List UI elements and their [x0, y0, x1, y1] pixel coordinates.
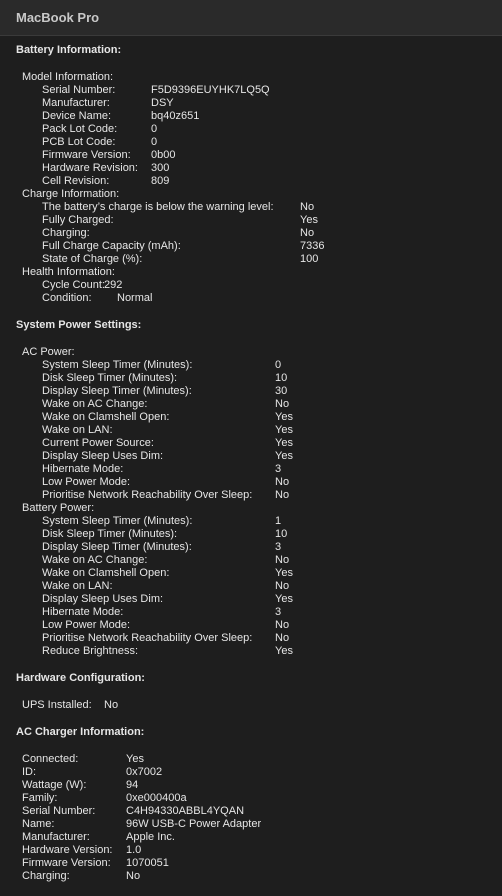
row-value: 30 — [275, 385, 288, 397]
row-value: No — [300, 201, 315, 213]
row-value: No — [275, 632, 290, 644]
row-value: No — [300, 227, 315, 239]
row-label: Display Sleep Timer (Minutes): — [42, 385, 192, 397]
row-label: Display Sleep Uses Dim: — [42, 450, 164, 462]
row-value: 100 — [300, 253, 319, 265]
row-label: Display Sleep Uses Dim: — [42, 593, 164, 605]
row-value: C4H94330ABBL4YQAN — [126, 805, 245, 817]
row-value: 3 — [275, 606, 282, 618]
row-value: 1 — [275, 515, 282, 527]
row-label: System Sleep Timer (Minutes): — [42, 359, 193, 371]
row-value: 94 — [126, 779, 139, 791]
row-value: 809 — [151, 175, 170, 187]
row-label: Full Charge Capacity (mAh): — [42, 240, 181, 252]
ups-installed-value: No — [104, 699, 119, 711]
row-value: Normal — [117, 292, 153, 304]
row-label: ID: — [22, 766, 37, 778]
row-label: Wake on Clamshell Open: — [42, 411, 170, 423]
row-label: Wake on AC Change: — [42, 398, 148, 410]
row-label: Hibernate Mode: — [42, 463, 124, 475]
row-label: Prioritise Network Reachability Over Sleep: — [42, 489, 253, 501]
row-label: Fully Charged: — [42, 214, 114, 226]
ups-installed-label: UPS Installed: — [22, 699, 92, 711]
row-label: The battery’s charge is below the warning level: — [42, 201, 274, 213]
health-information-heading: Health Information: — [22, 266, 115, 278]
row-label: Wake on AC Change: — [42, 554, 148, 566]
row-value: Yes — [126, 753, 144, 765]
row-value: 0 — [151, 123, 158, 135]
row-value: Yes — [275, 450, 293, 462]
row-value: Yes — [275, 645, 293, 657]
ac-charger-information-heading: AC Charger Information: — [16, 726, 145, 738]
ac-power-heading: AC Power: — [22, 346, 75, 358]
row-label: Disk Sleep Timer (Minutes): — [42, 528, 178, 540]
row-label: Firmware Version: — [22, 857, 111, 869]
window-title: MacBook Pro — [0, 0, 502, 36]
row-label: Reduce Brightness: — [42, 645, 138, 657]
row-label: Hardware Version: — [22, 844, 113, 856]
row-label: Serial Number: — [22, 805, 96, 817]
row-label: Display Sleep Timer (Minutes): — [42, 541, 192, 553]
row-label: State of Charge (%): — [42, 253, 143, 265]
row-value: 0b00 — [151, 149, 176, 161]
row-label: Manufacturer: — [42, 97, 110, 109]
row-value: Apple Inc. — [126, 831, 175, 843]
row-label: Cell Revision: — [42, 175, 110, 187]
row-value: 10 — [275, 528, 288, 540]
row-label: Low Power Mode: — [42, 619, 131, 631]
battery-information-heading: Battery Information: — [16, 44, 122, 56]
row-label: Connected: — [22, 753, 79, 765]
row-value: No — [126, 870, 141, 882]
row-label: Firmware Version: — [42, 149, 131, 161]
row-value: No — [275, 398, 290, 410]
row-value: 0 — [275, 359, 282, 371]
row-value: 0xe000400a — [126, 792, 187, 804]
row-value: 292 — [104, 279, 123, 291]
row-value: 300 — [151, 162, 170, 174]
row-label: Hibernate Mode: — [42, 606, 124, 618]
row-value: Yes — [275, 593, 293, 605]
row-value: No — [275, 489, 290, 501]
row-label: Condition: — [42, 292, 92, 304]
row-label: Name: — [22, 818, 55, 830]
row-label: Wake on Clamshell Open: — [42, 567, 170, 579]
row-label: Pack Lot Code: — [42, 123, 118, 135]
row-label: System Sleep Timer (Minutes): — [42, 515, 193, 527]
row-label: Cycle Count: — [42, 279, 105, 291]
row-value: 0x7002 — [126, 766, 163, 778]
row-value: No — [275, 580, 290, 592]
row-value: 7336 — [300, 240, 325, 252]
row-label: Wattage (W): — [22, 779, 87, 791]
row-label: Prioritise Network Reachability Over Sleep: — [42, 632, 253, 644]
row-value: No — [275, 619, 290, 631]
row-value: Yes — [275, 411, 293, 423]
row-value: 96W USB-C Power Adapter — [126, 818, 262, 830]
row-value: Yes — [275, 567, 293, 579]
row-value: bq40z651 — [151, 110, 200, 122]
battery-power-heading: Battery Power: — [22, 502, 95, 514]
model-information-heading: Model Information: — [22, 71, 114, 83]
row-label: Serial Number: — [42, 84, 116, 96]
row-label: Wake on LAN: — [42, 580, 113, 592]
hardware-configuration-heading: Hardware Configuration: — [16, 672, 145, 684]
row-label: Low Power Mode: — [42, 476, 131, 488]
row-value: 10 — [275, 372, 288, 384]
row-value: 1070051 — [126, 857, 169, 869]
row-label: Family: — [22, 792, 58, 804]
row-value: No — [275, 476, 290, 488]
row-value: 0 — [151, 136, 158, 148]
charge-information-heading: Charge Information: — [22, 188, 120, 200]
row-value: Yes — [275, 424, 293, 436]
row-value: DSY — [151, 97, 174, 109]
row-value: 3 — [275, 463, 282, 475]
row-label: Hardware Revision: — [42, 162, 138, 174]
row-label: PCB Lot Code: — [42, 136, 116, 148]
row-value: F5D9396EUYHK7LQ5Q — [151, 84, 270, 96]
row-label: Manufacturer: — [22, 831, 90, 843]
row-value: Yes — [300, 214, 318, 226]
row-value: No — [275, 554, 290, 566]
row-value: Yes — [275, 437, 293, 449]
row-label: Charging: — [42, 227, 90, 239]
report-content — [0, 36, 502, 896]
system-power-settings-heading: System Power Settings: — [16, 319, 142, 331]
row-value: 1.0 — [126, 844, 142, 856]
row-label: Wake on LAN: — [42, 424, 113, 436]
row-value: 3 — [275, 541, 282, 553]
row-label: Charging: — [22, 870, 70, 882]
row-label: Disk Sleep Timer (Minutes): — [42, 372, 178, 384]
row-label: Device Name: — [42, 110, 112, 122]
row-label: Current Power Source: — [42, 437, 154, 449]
